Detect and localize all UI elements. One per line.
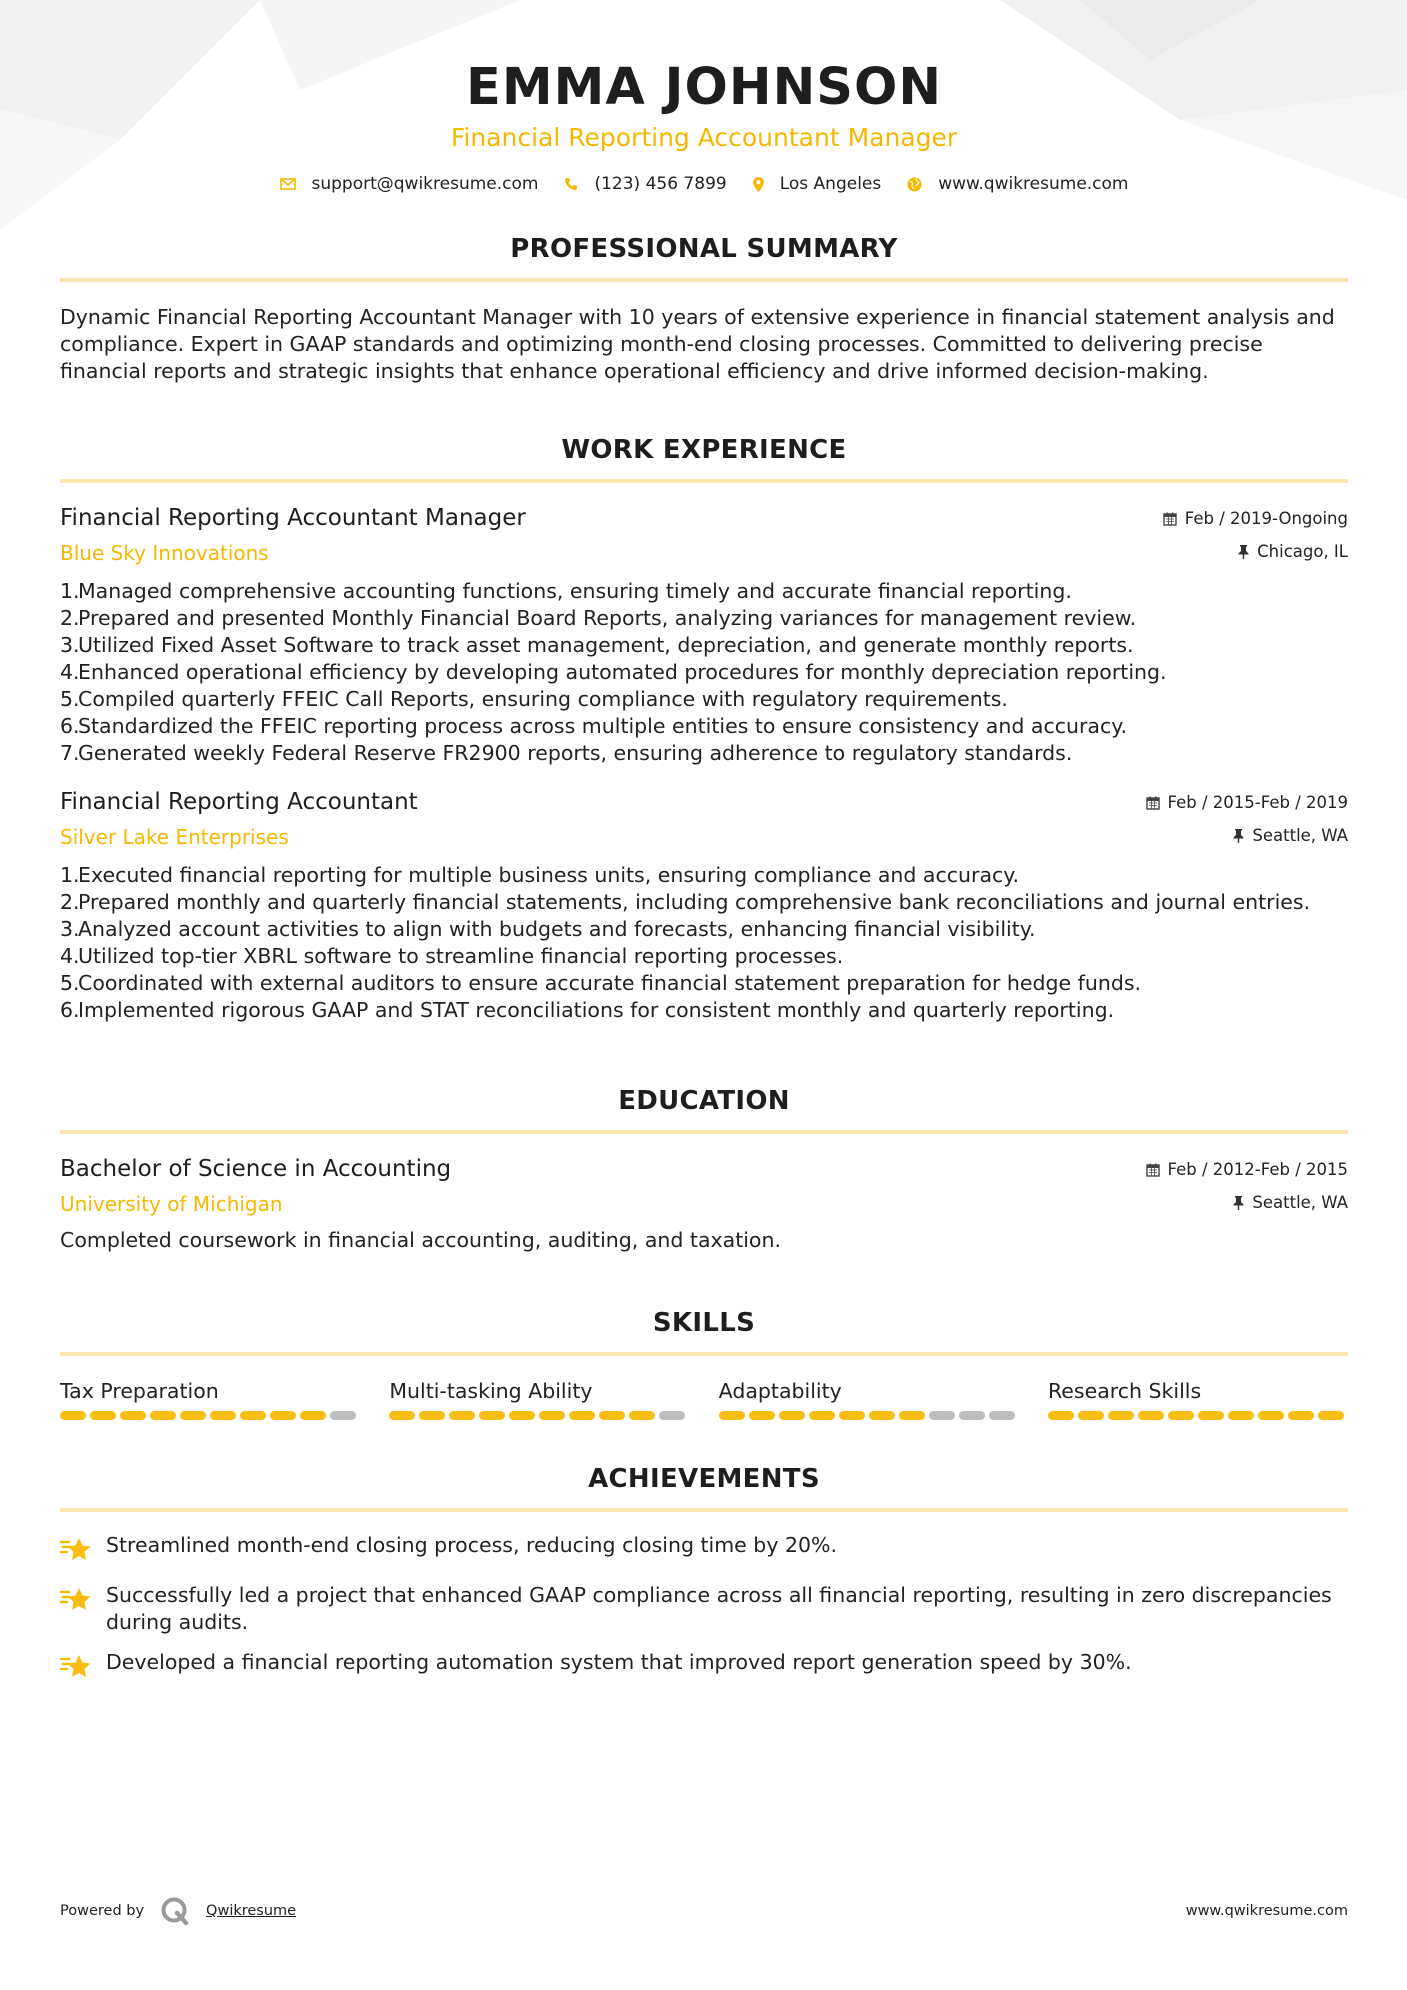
skill-item (389, 1378, 689, 1420)
skill-dot-filled (210, 1411, 236, 1420)
achievements-heading: ACHIEVEMENTS (588, 1464, 820, 1494)
list-item: 6. Implemented rigorous GAAP and STAT reconciliations for consistent monthly and quarterly reporting. (60, 998, 1115, 1022)
achievements-section (60, 1462, 1348, 1686)
job-entry (60, 787, 1348, 1024)
list-item: 5. Coordinated with external auditors to ensure accurate financial statement preparation for hedge funds. (60, 971, 1142, 995)
envelope-icon (280, 178, 296, 190)
list-item: 2. Prepared monthly and quarterly financial statements, including comprehensive bank reconciliations and journal entries. (60, 890, 1311, 914)
job-location: Chicago, IL (1257, 542, 1348, 561)
skill-rating (1048, 1411, 1348, 1420)
skill-dot-filled (599, 1411, 625, 1420)
achievement-text: Streamlined month-end closing process, reducing closing time by 20%. (106, 1533, 838, 1557)
skill-dot-filled (449, 1411, 475, 1420)
map-pin-icon (753, 177, 764, 192)
school-name: University of Michigan (60, 1192, 283, 1216)
list-item: 3. Utilized Fixed Asset Software to track asset management, depreciation, and generate monthly reports. (60, 633, 1134, 657)
calendar-icon (1146, 1163, 1160, 1177)
skill-item (1048, 1378, 1348, 1420)
globe-icon (907, 177, 922, 192)
skill-dot-filled (1228, 1411, 1254, 1420)
skill-dot-filled (1078, 1411, 1104, 1420)
skill-dot-filled (539, 1411, 565, 1420)
job-dates: Feb / 2019-Ongoing (1184, 509, 1348, 528)
skill-dot-filled (809, 1411, 835, 1420)
skill-dot-empty (989, 1411, 1015, 1420)
achievement-item (60, 1532, 1348, 1569)
skill-dot-filled (1258, 1411, 1284, 1420)
list-item: 1. Managed comprehensive accounting functions, ensuring timely and accurate financial reporting. (60, 579, 1072, 603)
skills-heading: SKILLS (652, 1308, 756, 1338)
skill-dot-filled (479, 1411, 505, 1420)
achievement-text: Developed a financial reporting automation system that improved report generation speed by 30%. (106, 1650, 1132, 1674)
skill-dot-empty (929, 1411, 955, 1420)
skill-dot-filled (389, 1411, 415, 1420)
job-company: Silver Lake Enterprises (60, 825, 289, 849)
skill-dot-empty (959, 1411, 985, 1420)
skill-dot-filled (779, 1411, 805, 1420)
degree-title: Bachelor of Science in Accounting (60, 1156, 452, 1182)
achievement-item (60, 1582, 1348, 1636)
contact-phone-text: (123) 456 7899 (594, 174, 727, 194)
powered-by-label: Powered by (60, 1903, 145, 1919)
resume-header (60, 0, 1348, 194)
education-location: Seattle, WA (1252, 1193, 1348, 1212)
summary-heading: PROFESSIONAL SUMMARY (510, 234, 898, 264)
skill-dot-empty (659, 1411, 685, 1420)
skill-dot-filled (1108, 1411, 1134, 1420)
job-bullets (60, 578, 1348, 767)
section-divider (60, 1130, 1348, 1134)
shooting-star-icon (60, 1532, 106, 1569)
section-divider (60, 479, 1348, 483)
skill-name: Research Skills (1047, 1379, 1202, 1403)
skill-name: Tax Preparation (60, 1379, 219, 1403)
candidate-title: Financial Reporting Accountant Manager (450, 123, 958, 152)
skill-rating (60, 1411, 360, 1420)
qwikresume-logo-icon (160, 1896, 190, 1926)
footer-website-link[interactable]: www.qwikresume.com (1185, 1903, 1348, 1919)
skill-dot-filled (899, 1411, 925, 1420)
summary-section (60, 232, 1348, 385)
skill-dot-filled (270, 1411, 296, 1420)
skill-dot-filled (240, 1411, 266, 1420)
skill-dot-filled (1048, 1411, 1074, 1420)
skill-dot-filled (749, 1411, 775, 1420)
job-bullets (60, 862, 1348, 1024)
skill-dot-filled (120, 1411, 146, 1420)
list-item: 6. Standardized the FFEIC reporting process across multiple entities to ensure consistency and accuracy. (60, 714, 1127, 738)
job-dates: Feb / 2015-Feb / 2019 (1167, 793, 1348, 812)
contact-website-text: www.qwikresume.com (938, 174, 1129, 194)
skill-rating (389, 1411, 689, 1420)
education-description: Completed coursework in financial accounting, auditing, and taxation. (60, 1228, 781, 1252)
skill-dot-filled (300, 1411, 326, 1420)
job-entry (60, 503, 1348, 767)
skill-item (60, 1378, 360, 1420)
achievement-item (60, 1649, 1348, 1686)
skill-dot-filled (1138, 1411, 1164, 1420)
list-item: 4. Enhanced operational efficiency by developing automated procedures for monthly depreciation reporting. (60, 660, 1167, 684)
skill-dot-filled (90, 1411, 116, 1420)
powered-by (60, 1896, 296, 1926)
calendar-icon (1163, 512, 1177, 526)
skill-dot-filled (869, 1411, 895, 1420)
summary-text: Dynamic Financial Reporting Accountant Manager with 10 years of extensive experience in financial statement analysis and compliance. Expert in GAAP standards and optimizing month-end closing processes. Committed to delivering precise financial reports and strategic insights that enhance operational efficiency and drive informed decision-making. (60, 305, 1335, 383)
shooting-star-icon (60, 1649, 106, 1686)
skill-dot-filled (180, 1411, 206, 1420)
skill-dot-filled (1288, 1411, 1314, 1420)
contact-location-text: Los Angeles (779, 174, 882, 194)
skill-item (719, 1378, 1019, 1420)
education-section (60, 1084, 1348, 1254)
list-item: 7. Generated weekly Federal Reserve FR2900 reports, ensuring adherence to regulatory standards. (60, 741, 1073, 765)
contact-bar (60, 174, 1348, 194)
list-item: 3. Analyzed account activities to align with budgets and forecasts, enhancing financial visibility. (60, 917, 1036, 941)
section-divider (60, 278, 1348, 282)
education-entry (60, 1154, 1348, 1254)
skill-dot-filled (1168, 1411, 1194, 1420)
achievement-text: Successfully led a project that enhanced GAAP compliance across all financial reporting, resulting in zero discrepancies during audits. (106, 1583, 1332, 1634)
pushpin-icon (1238, 545, 1249, 559)
job-location: Seattle, WA (1252, 826, 1348, 845)
list-item: 4. Utilized top-tier XBRL software to streamline financial reporting processes. (60, 944, 844, 968)
skill-dot-filled (1318, 1411, 1344, 1420)
section-divider (60, 1508, 1348, 1512)
skill-dot-filled (629, 1411, 655, 1420)
list-item: 1. Executed financial reporting for multiple business units, ensuring compliance and accuracy. (60, 863, 1019, 887)
skill-dot-filled (419, 1411, 445, 1420)
section-divider (60, 1352, 1348, 1356)
contact-location (753, 174, 882, 194)
job-title: Financial Reporting Accountant Manager (60, 505, 526, 531)
phone-icon (564, 177, 578, 191)
achievements-list (60, 1532, 1348, 1686)
education-dates: Feb / 2012-Feb / 2015 (1167, 1160, 1348, 1179)
page-footer (60, 1896, 1348, 1926)
skills-section (60, 1306, 1348, 1420)
skill-dot-empty (330, 1411, 356, 1420)
skill-name: Adaptability (718, 1379, 842, 1403)
contact-email[interactable] (280, 174, 539, 194)
experience-section (60, 433, 1348, 1024)
list-item: 5. Compiled quarterly FFEIC Call Reports, ensuring compliance with regulatory requirements. (60, 687, 1008, 711)
contact-website[interactable] (907, 174, 1128, 194)
skill-rating (719, 1411, 1019, 1420)
pushpin-icon (1233, 1196, 1244, 1210)
skill-dot-filled (1198, 1411, 1224, 1420)
job-title: Financial Reporting Accountant (60, 789, 418, 815)
skill-dot-filled (719, 1411, 745, 1420)
contact-email-text: support@qwikresume.com (311, 174, 539, 194)
experience-heading: WORK EXPERIENCE (561, 435, 847, 465)
skill-dot-filled (569, 1411, 595, 1420)
education-heading: EDUCATION (618, 1086, 790, 1116)
skill-name: Multi-tasking Ability (389, 1379, 593, 1403)
skills-row (60, 1378, 1348, 1420)
skill-dot-filled (60, 1411, 86, 1420)
shooting-star-icon (60, 1582, 106, 1619)
skill-dot-filled (509, 1411, 535, 1420)
candidate-name: EMMA JOHNSON (465, 58, 943, 117)
pushpin-icon (1233, 829, 1244, 843)
calendar-icon (1146, 796, 1160, 810)
skill-dot-filled (150, 1411, 176, 1420)
job-company: Blue Sky Innovations (60, 541, 269, 565)
skill-dot-filled (839, 1411, 865, 1420)
contact-phone[interactable] (564, 174, 726, 194)
brand-link[interactable]: Qwikresume (206, 1903, 297, 1919)
list-item: 2. Prepared and presented Monthly Financial Board Reports, analyzing variances for management review. (60, 606, 1137, 630)
resume-page (60, 0, 1348, 1699)
